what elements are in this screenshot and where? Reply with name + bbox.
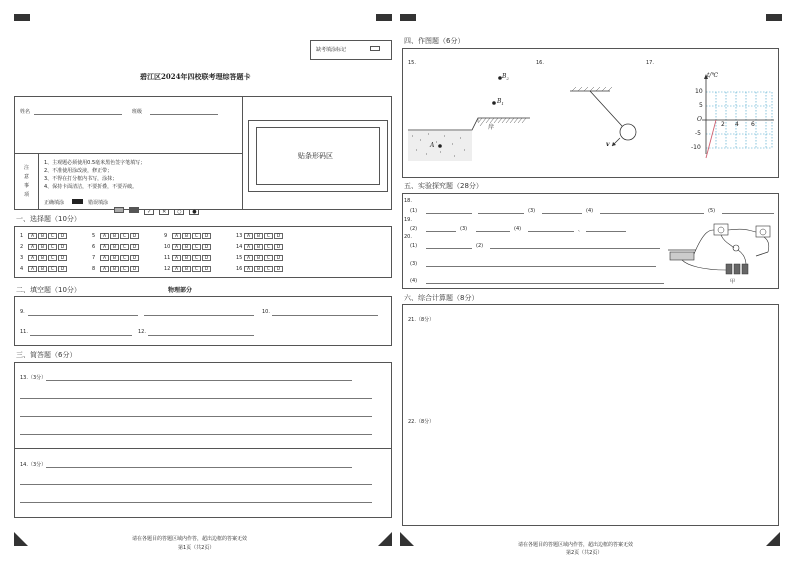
q16-figure[interactable]: [566, 86, 642, 156]
choice-option-bubble[interactable]: C: [120, 244, 129, 250]
corner-mark: [766, 14, 782, 21]
choice-option-bubble[interactable]: D: [202, 244, 211, 250]
q13-line-3[interactable]: [20, 416, 372, 417]
short-answer-block: [14, 362, 392, 518]
notice-top-line: [14, 153, 242, 154]
q20-label: 20.: [404, 234, 412, 240]
q22-label: 22.（8分）: [408, 419, 435, 425]
choice-number: 8: [92, 266, 96, 272]
q19-field-2[interactable]: [426, 231, 456, 232]
label-shore: 岸: [488, 124, 495, 131]
q16-label: 16.: [536, 60, 544, 66]
choice-question: [20, 266, 68, 272]
tick-y-neg10: -10: [691, 144, 701, 151]
choice-option-bubble[interactable]: D: [274, 255, 283, 261]
choice-option-bubble[interactable]: A: [244, 255, 253, 261]
choice-option-bubble[interactable]: A: [28, 266, 37, 272]
barcode-divider: [242, 96, 243, 210]
corner-mark: [14, 14, 30, 21]
q20-part-1: (1): [410, 243, 418, 249]
choice-option-bubble[interactable]: B: [254, 266, 263, 272]
choice-option-bubble[interactable]: D: [130, 255, 139, 261]
fill-q12-label: 12.: [138, 329, 146, 335]
q20-field-1[interactable]: [426, 248, 472, 249]
class-field[interactable]: [150, 114, 218, 115]
q13-line-2[interactable]: [20, 398, 372, 399]
choice-option-bubble[interactable]: A: [172, 266, 181, 272]
fill-q9-label: 9.: [20, 309, 25, 315]
label-b1: $B_1$: [497, 98, 504, 107]
choice-option-bubble[interactable]: C: [48, 255, 57, 261]
ground-step: [408, 118, 530, 130]
choice-question: [92, 255, 140, 261]
absent-mark-label: 缺考填涂标记: [316, 47, 347, 53]
choice-option-bubble[interactable]: D: [130, 233, 139, 239]
corner-triangle: [766, 532, 780, 546]
notice-heading-1: 注: [24, 165, 30, 171]
choice-option-bubble[interactable]: C: [192, 255, 201, 261]
choice-option-bubble[interactable]: B: [182, 255, 191, 261]
choice-question: [164, 266, 212, 272]
choice-number: 10: [164, 244, 171, 250]
notice-heading-2: 意: [24, 174, 30, 180]
q18-label: 18.: [404, 198, 412, 204]
fill-wrong-label: 错误填涂: [88, 200, 109, 206]
axis-y-label: t/℃: [707, 72, 719, 79]
choice-option-bubble[interactable]: A: [172, 233, 181, 239]
ammeter: [714, 224, 728, 235]
choice-option-bubble[interactable]: C: [192, 266, 201, 272]
q18-part-5: (5): [708, 208, 716, 214]
calc-block[interactable]: [402, 304, 779, 526]
choice-option-bubble[interactable]: C: [264, 266, 273, 272]
circuit-figure: [664, 220, 776, 286]
choice-option-bubble[interactable]: B: [110, 233, 119, 239]
sec4-title: 四、作图题（6分）: [404, 37, 465, 45]
choice-option-bubble[interactable]: C: [48, 266, 57, 272]
choice-option-bubble[interactable]: B: [110, 255, 119, 261]
choice-option-bubble[interactable]: B: [38, 233, 47, 239]
choice-number: 2: [20, 244, 24, 250]
q13-label: 13.（3分）: [20, 375, 47, 381]
label-v: v: [606, 141, 610, 148]
battery-2: [734, 264, 740, 274]
choice-option-bubble[interactable]: B: [254, 233, 263, 239]
q13-line-1[interactable]: [46, 380, 352, 381]
choice-option-bubble[interactable]: B: [182, 244, 191, 250]
q20-part-3: (3): [410, 261, 418, 267]
right-footer-page: 第2页（共2页）: [566, 550, 603, 556]
choice-question: [236, 266, 284, 272]
fill-correct-sample: [72, 199, 83, 204]
q20-part-2: (2): [476, 243, 484, 249]
fill-q10-line[interactable]: [272, 315, 378, 316]
q18-field-4[interactable]: [600, 213, 704, 214]
choice-option-bubble[interactable]: D: [58, 244, 67, 250]
choice-number: 4: [20, 266, 24, 272]
tick-y-10: 10: [695, 88, 703, 95]
choice-number: 11: [164, 255, 171, 261]
sec1-title: 一、选择题（10分）: [16, 215, 81, 223]
choice-option-bubble[interactable]: A: [28, 255, 37, 261]
sec2-title: 二、填空题（10分）: [16, 286, 81, 294]
q19-part-3: (3): [460, 226, 468, 232]
right-footer-warning: 请在各题目的答题区域内作答，超出边框的答案无效: [518, 542, 634, 548]
name-field[interactable]: [34, 114, 122, 115]
choice-option-bubble[interactable]: B: [110, 244, 119, 250]
choice-number: 15: [236, 255, 243, 261]
choice-option-bubble[interactable]: C: [192, 233, 201, 239]
corner-mark: [400, 14, 416, 21]
tick-y-5: 5: [699, 102, 703, 109]
choice-option-bubble[interactable]: B: [110, 266, 119, 272]
sec6-title: 六、综合计算题（8分）: [404, 294, 479, 302]
choice-question: [92, 233, 140, 239]
choice-option-bubble[interactable]: A: [100, 233, 109, 239]
choice-question: [164, 244, 212, 250]
q13-q14-divider: [14, 448, 392, 449]
q20-field-2[interactable]: [490, 248, 660, 249]
q19-part-2: (2): [410, 226, 418, 232]
point-b1: [492, 101, 496, 105]
fill-q11-label: 11.: [20, 329, 28, 335]
choice-option-bubble[interactable]: A: [244, 266, 253, 272]
q18-part-1: (1): [410, 208, 418, 214]
string: [590, 91, 622, 126]
choice-option-bubble[interactable]: C: [120, 255, 129, 261]
choice-option-bubble[interactable]: D: [202, 233, 211, 239]
q20-field-3[interactable]: [426, 266, 656, 267]
voltmeter: [756, 226, 770, 237]
choice-number: 7: [92, 255, 96, 261]
choice-option-bubble[interactable]: B: [38, 266, 47, 272]
battery-3: [742, 264, 748, 274]
q20-part-4: (4): [410, 278, 418, 284]
choice-option-bubble[interactable]: D: [58, 266, 67, 272]
choice-option-bubble[interactable]: D: [58, 233, 67, 239]
notice-heading-3: 事: [24, 183, 30, 189]
name-label: 姓名: [20, 109, 31, 115]
choice-option-bubble[interactable]: A: [100, 266, 109, 272]
label-b2: $B_2$: [502, 73, 509, 82]
choice-number: 3: [20, 255, 24, 261]
choice-option-bubble[interactable]: C: [264, 255, 273, 261]
q19-sep: 、: [578, 227, 584, 233]
choice-number: 9: [164, 233, 168, 239]
q18-field-1a[interactable]: [426, 213, 472, 214]
rheostat: [670, 252, 694, 260]
switch: [756, 252, 768, 256]
fill-q10-label: 10.: [262, 309, 270, 315]
q19-part-4: (4): [514, 226, 522, 232]
choice-option-bubble[interactable]: C: [264, 244, 273, 250]
page-title: 碧江区2024年四校联考理综答题卡: [140, 72, 251, 81]
choice-option-bubble[interactable]: C: [192, 244, 201, 250]
choice-number: 6: [92, 244, 96, 250]
choice-option-bubble[interactable]: C: [264, 233, 273, 239]
choice-option-bubble[interactable]: A: [100, 244, 109, 250]
q15-figure[interactable]: [406, 70, 536, 165]
choice-question: [20, 244, 68, 250]
choice-option-bubble[interactable]: D: [130, 244, 139, 250]
choice-question: [92, 266, 140, 272]
pendulum-ball: [620, 124, 636, 140]
choice-question: [20, 233, 68, 239]
tick-x-2: 2: [721, 121, 725, 128]
choice-option-bubble[interactable]: A: [172, 255, 181, 261]
q18-field-1b[interactable]: [478, 213, 524, 214]
point-a: [438, 144, 442, 148]
tick-x-6: 6: [751, 121, 755, 128]
ground-hatch: [478, 118, 526, 126]
corner-triangle: [378, 532, 392, 546]
temp-line: [706, 120, 716, 158]
corner-triangle: [14, 532, 28, 546]
choice-option-bubble[interactable]: A: [100, 255, 109, 261]
circuit-label: 甲: [730, 279, 736, 285]
left-footer-page: 第1页（共2页）: [178, 545, 215, 551]
choice-question: [92, 244, 140, 250]
fill-wrong-samples: ✓ ✕ ○ ●: [114, 198, 199, 217]
choice-option-bubble[interactable]: B: [182, 233, 191, 239]
barcode-label: 贴条形码区: [298, 152, 333, 160]
q18-part-4: (4): [586, 208, 594, 214]
corner-triangle: [400, 532, 414, 546]
q14-label: 14.（3分）: [20, 462, 47, 468]
notice-col-line: [38, 153, 39, 210]
choice-option-bubble[interactable]: B: [38, 244, 47, 250]
corner-mark: [376, 14, 392, 21]
choice-option-bubble[interactable]: B: [254, 244, 263, 250]
choice-option-bubble[interactable]: C: [120, 266, 129, 272]
fill-q12-line[interactable]: [148, 335, 254, 336]
choice-option-bubble[interactable]: C: [48, 233, 57, 239]
fill-q9b-line[interactable]: [144, 315, 254, 316]
q18-part-3: (3): [528, 208, 536, 214]
notice-4: 4、保持卡面清洁，不要折叠，不要弄破。: [44, 184, 138, 190]
choice-option-bubble[interactable]: A: [172, 244, 181, 250]
notice-3: 3、不得在打分框内书写，涂抹；: [44, 176, 118, 182]
battery-1: [726, 264, 732, 274]
choice-option-bubble[interactable]: D: [58, 255, 67, 261]
notice-1: 1、主观题必须使用0.5毫米黑色签字笔填写；: [44, 160, 146, 166]
q14-line-3[interactable]: [20, 502, 372, 503]
choice-number: 14: [236, 244, 243, 250]
ceiling-hatch: [572, 87, 612, 91]
tick-y-neg5: -5: [695, 130, 701, 137]
q13-line-4[interactable]: [20, 434, 372, 435]
absent-fill-box[interactable]: [370, 46, 380, 51]
choice-option-bubble[interactable]: D: [274, 244, 283, 250]
q15-label: 15.: [408, 60, 416, 66]
choice-option-bubble[interactable]: D: [202, 266, 211, 272]
q19-field-4a[interactable]: [528, 231, 574, 232]
choice-option-bubble[interactable]: A: [244, 233, 253, 239]
notice-heading-4: 项: [24, 192, 30, 198]
choice-option-bubble[interactable]: D: [274, 233, 283, 239]
q17-graph[interactable]: [690, 70, 776, 164]
tick-x-4: 4: [735, 121, 739, 128]
choice-number: 13: [236, 233, 243, 239]
choice-number: 5: [92, 233, 96, 239]
choice-question: [236, 233, 284, 239]
label-a: A: [430, 142, 435, 149]
choice-option-bubble[interactable]: C: [48, 244, 57, 250]
notice-2: 2、不准使用涂改液，修正带；: [44, 168, 113, 174]
choice-option-bubble[interactable]: A: [28, 244, 37, 250]
tick-origin: O: [697, 116, 702, 123]
choice-option-bubble[interactable]: B: [38, 255, 47, 261]
choice-number: 16: [236, 266, 243, 272]
q14-line-2[interactable]: [20, 484, 372, 485]
choice-option-bubble[interactable]: A: [28, 233, 37, 239]
choice-option-bubble[interactable]: C: [120, 233, 129, 239]
q14-line-1[interactable]: [46, 467, 352, 468]
q19-field-3[interactable]: [476, 231, 510, 232]
q19-field-4b[interactable]: [586, 231, 626, 232]
physics-label: 物理部分: [168, 287, 193, 294]
choice-option-bubble[interactable]: D: [130, 266, 139, 272]
choice-option-bubble[interactable]: D: [274, 266, 283, 272]
sec3-title: 三、简答题（6分）: [16, 351, 77, 359]
choice-question: [164, 255, 212, 261]
choice-question: [236, 255, 284, 261]
fill-q9-line[interactable]: [28, 315, 138, 316]
choice-option-bubble[interactable]: B: [254, 255, 263, 261]
q17-label: 17.: [646, 60, 654, 66]
choice-number: 12: [164, 266, 171, 272]
q19-label: 19.: [404, 217, 412, 223]
choice-option-bubble[interactable]: A: [244, 244, 253, 250]
fill-correct-label: 正确填涂: [44, 200, 65, 206]
choice-number: 1: [20, 233, 24, 239]
q18-field-5[interactable]: [722, 213, 774, 214]
fill-q11-line[interactable]: [30, 335, 132, 336]
q18-field-3[interactable]: [542, 213, 582, 214]
choice-question: [236, 244, 284, 250]
choice-question: [164, 233, 212, 239]
class-label: 班级: [132, 109, 143, 115]
q20-field-4[interactable]: [426, 283, 664, 284]
q21-label: 21.（8分）: [408, 317, 435, 323]
choice-option-bubble[interactable]: D: [202, 255, 211, 261]
fill-block: [14, 296, 392, 346]
choice-question: [20, 255, 68, 261]
left-footer-warning: 请在各题目的答题区域内作答，超出边框的答案无效: [132, 536, 248, 542]
choice-option-bubble[interactable]: B: [182, 266, 191, 272]
sec5-title: 五、实验探究题（28分）: [404, 182, 483, 190]
